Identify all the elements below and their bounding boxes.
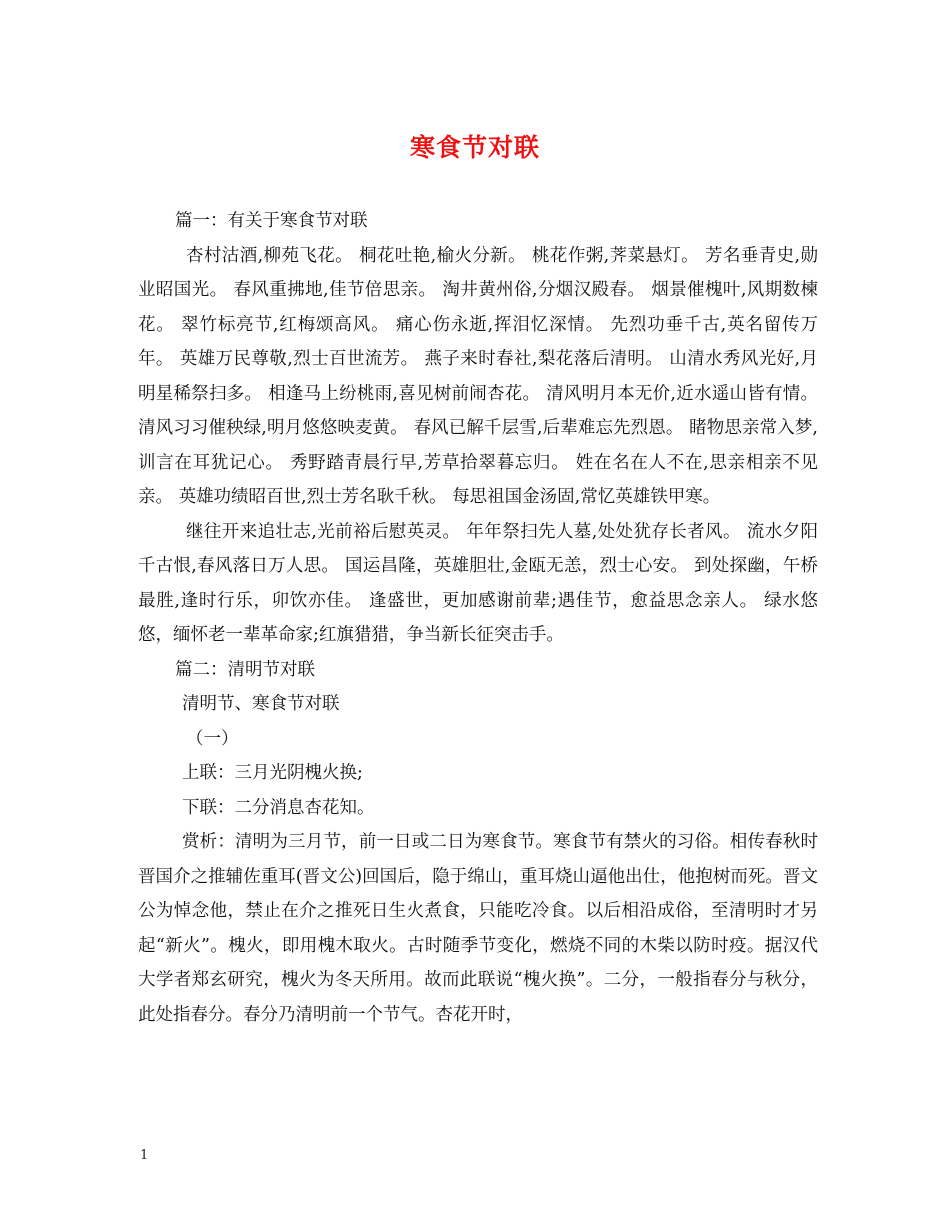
sub-heading: 清明节、寒食节对联: [182, 694, 340, 714]
section-heading-2: 篇二：清明节对联: [175, 659, 315, 680]
section-heading-1: 篇一：有关于寒食节对联: [175, 211, 368, 231]
page-number: 1: [140, 1148, 149, 1163]
item-number: （一）: [186, 728, 239, 749]
upper-couplet-line: 上联：三月光阴槐火换;: [182, 763, 363, 783]
couplets-paragraph-1: 杏村沽酒,柳苑飞花。 桐花吐艳,榆火分新。 桃花作粥,荠菜悬灯。 芳名垂青史,勋业昭国光。 春风重拂地,佳节倍思亲。 淘井黄州俗,分烟汉殿春。 烟景催槐叶,风期数楝花。 翠竹标亮节,红梅颂高风。 痛心伤永逝,挥泪忆深情。 先烈功垂千古,英名留传万年。 英雄万民尊敬,烈士百世流芳。 燕子来时春社,梨花落后清明。 山清水秀风光好,月明星稀祭扫多。 相逢马上纷桃雨,喜见树前闹杏花。 清风明月本无价,近水遥山皆有情。 清风习习催秧绿,明月悠悠映麦黄。 春风已解千层雪,后辈难忘先烈恩。 睹物思亲常入梦,训言在耳犹记心。 秀野踏青晨行早,芳草拾翠暮忘归。 姓在名在人不在,思亲相亲不见亲。 英雄功绩昭百世,烈士芳名耿千秋。 每思祖国金汤固,常忆英雄铁甲寒。: [138, 245, 818, 507]
document-body: [138, 204, 818, 1032]
analysis-paragraph: 赏析：清明为三月节，前一日或二日为寒食节。寒食节有禁火的习俗。相传春秋时晋国介之推辅佐重耳(晋文公)回国后，隐于绵山，重耳烧山逼他出仕，他抱树而死。晋文公为悼念他，禁止在介之推死日生火煮食，只能吃冷食。以后相沿成俗，至清明时才另起“新火”。槐火，即用槐木取火。古时随季节变化，燃烧不同的木柴以防时疫。据汉代大学者郑玄研究，槐火为冬天所用。故而此联说“槐火换”。二分，一般指春分与秋分，此处指春分。春分乃清明前一个节气。杏花开时，: [138, 832, 818, 1025]
couplets-paragraph-2: 继往开来追壮志,光前裕后慰英灵。 年年祭扫先人墓,处处犹存长者风。 流水夕阳千古恨,春风落日万人思。 国运昌隆，英雄胆壮,金瓯无恙，烈士心安。 到处探幽，午桥最胜,逢时行乐，卯饮亦佳。 逢盛世，更加感谢前辈;遇佳节，愈益思念亲人。 绿水悠悠，缅怀老一辈革命家;红旗猎猎，争当新长征突击手。: [138, 521, 818, 645]
lower-couplet-line: 下联：二分消息杏花知。: [182, 797, 375, 818]
document-title: 寒食节对联: [409, 133, 540, 162]
